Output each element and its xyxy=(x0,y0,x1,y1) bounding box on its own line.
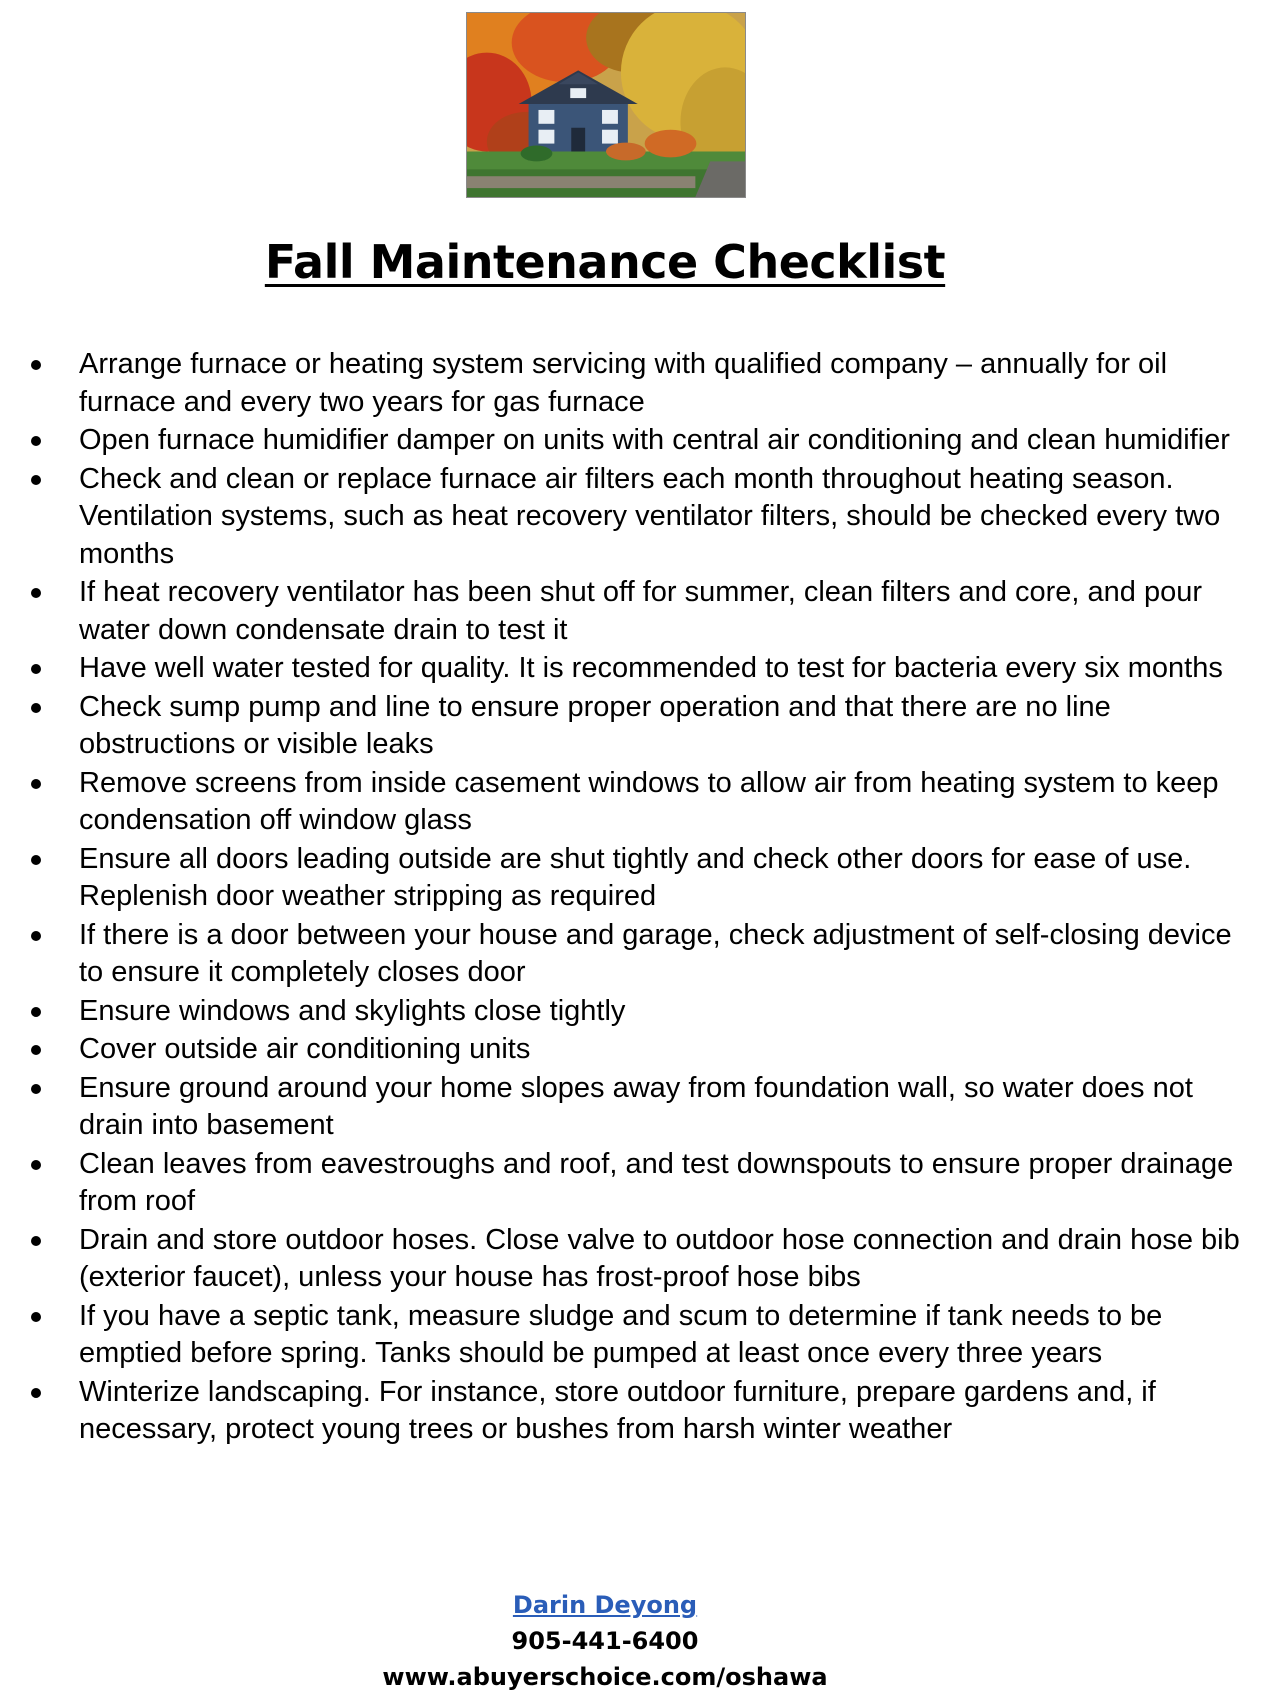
page-title: Fall Maintenance Checklist xyxy=(264,235,946,289)
checklist-item: Open furnace humidifier damper on units with central air conditioning and clean humidifier xyxy=(0,422,1264,460)
checklist-item: Check sump pump and line to ensure proper operation and that there are no line obstructions or visible leaks xyxy=(0,689,1264,764)
bullet-icon xyxy=(31,588,41,598)
bullet-icon xyxy=(31,1160,41,1170)
bullet-icon xyxy=(31,1388,41,1398)
checklist-item: Ensure windows and skylights close tightly xyxy=(0,993,1264,1031)
website-url: www.abuyerschoice.com/oshawa xyxy=(382,1663,828,1691)
checklist-item: Arrange furnace or heating system servicing with qualified company – annually for oil furnace and every two years for gas furnace xyxy=(0,346,1264,421)
checklist-item: If heat recovery ventilator has been shut off for summer, clean filters and core, and pour water down condensate drain to test it xyxy=(0,574,1264,649)
bullet-icon xyxy=(31,360,41,370)
bullet-icon xyxy=(31,779,41,789)
checklist-item: Winterize landscaping. For instance, store outdoor furniture, prepare gardens and, if necessary, protect young trees or bushes from harsh winter weather xyxy=(0,1374,1264,1449)
checklist-item: Ensure ground around your home slopes away from foundation wall, so water does not drain into basement xyxy=(0,1070,1264,1145)
checklist-item: Remove screens from inside casement windows to allow air from heating system to keep condensation off window glass xyxy=(0,765,1264,840)
maintenance-checklist xyxy=(0,346,1264,1450)
bullet-icon xyxy=(31,475,41,485)
bullet-icon xyxy=(31,1007,41,1017)
bullet-icon xyxy=(31,1045,41,1055)
bullet-icon xyxy=(31,436,41,446)
bullet-icon xyxy=(31,703,41,713)
checklist-item: Have well water tested for quality. It is recommended to test for bacteria every six months xyxy=(0,650,1264,688)
phone-number: 905-441-6400 xyxy=(511,1627,699,1655)
bullet-icon xyxy=(31,1312,41,1322)
contact-footer xyxy=(0,1587,1210,1695)
checklist-item: If you have a septic tank, measure sludge and scum to determine if tank needs to be emptied before spring. Tanks should be pumped at least once every three years xyxy=(0,1298,1264,1373)
checklist-item: If there is a door between your house and garage, check adjustment of self-closing device to ensure it completely closes door xyxy=(0,917,1264,992)
agent-name-link[interactable]: Darin Deyong xyxy=(512,1591,698,1619)
house-photo-illustration xyxy=(467,13,745,197)
bullet-icon xyxy=(31,664,41,674)
checklist-item: Check and clean or replace furnace air filters each month throughout heating season. Ventilation systems, such as heat recovery ventilator filters, should be checked every two months xyxy=(0,461,1264,574)
checklist-item: Drain and store outdoor hoses. Close valve to outdoor hose connection and drain hose bib (exterior faucet), unless your house has frost-proof hose bibs xyxy=(0,1222,1264,1297)
checklist-item: Cover outside air conditioning units xyxy=(0,1031,1264,1069)
bullet-icon xyxy=(31,931,41,941)
checklist-item: Ensure all doors leading outside are shut tightly and check other doors for ease of use. Replenish door weather stripping as required xyxy=(0,841,1264,916)
bullet-icon xyxy=(31,1236,41,1246)
bullet-icon xyxy=(31,855,41,865)
bullet-icon xyxy=(31,1084,41,1094)
checklist-item: Clean leaves from eavestroughs and roof, and test downspouts to ensure proper drainage from roof xyxy=(0,1146,1264,1221)
house-autumn-photo xyxy=(466,12,746,198)
